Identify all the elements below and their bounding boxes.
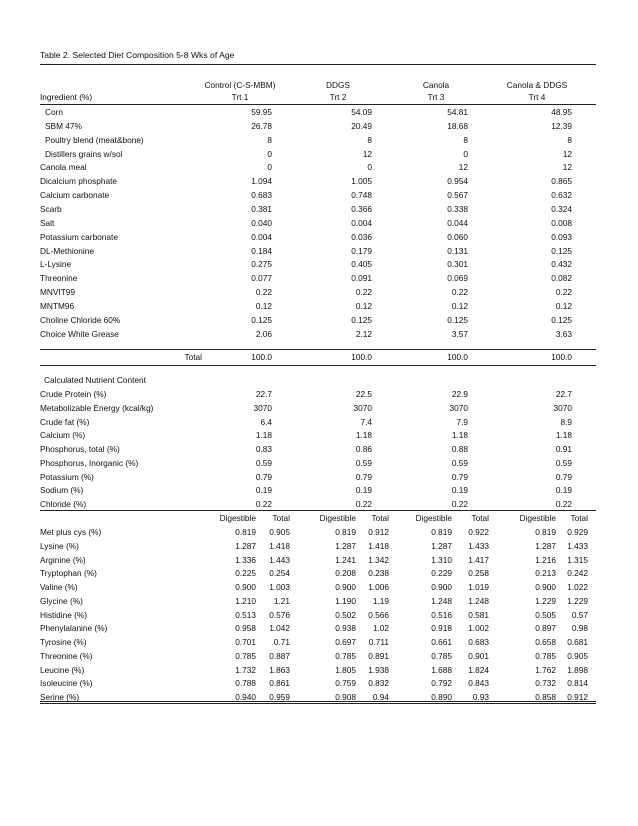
total-value: 0.901 bbox=[468, 650, 489, 661]
total-value: 1.019 bbox=[468, 582, 489, 592]
digestible-value: 0.858 bbox=[535, 692, 556, 702]
treatment-code: Trt 3 bbox=[427, 92, 445, 102]
ingredient-value: 0.069 bbox=[447, 273, 468, 284]
nutrient-value: 0.83 bbox=[255, 444, 272, 454]
digestible-value: 1.336 bbox=[235, 554, 256, 565]
total-value: 1.863 bbox=[269, 664, 290, 675]
nutrient-value: 0.19 bbox=[555, 485, 572, 496]
total-value: 0.832 bbox=[368, 678, 389, 689]
digestible-header: Digestible bbox=[415, 513, 452, 523]
nutrient-label: Phosphorus, total (%) bbox=[40, 444, 120, 454]
digestible-value: 0.819 bbox=[535, 527, 556, 537]
digestible-value: 1.732 bbox=[235, 664, 256, 675]
ingredient-value: 0.405 bbox=[351, 259, 372, 270]
ingredient-value: 0.22 bbox=[255, 287, 272, 298]
ingredient-value: 0.865 bbox=[551, 176, 572, 187]
ingredient-label: Dicalcium phosphate bbox=[40, 176, 118, 187]
total-value: 0.887 bbox=[269, 650, 290, 661]
treatment-name: Canola & DDGS bbox=[506, 80, 568, 90]
digestible-value: 0.229 bbox=[431, 568, 452, 579]
total-header: Total bbox=[272, 513, 290, 523]
header-rule bbox=[40, 104, 596, 105]
nutrient-value: 22.5 bbox=[355, 389, 372, 399]
digestible-value: 0.785 bbox=[335, 650, 356, 661]
total-value: 0.71 bbox=[273, 637, 290, 647]
total-value: 100.0 bbox=[351, 352, 372, 362]
digestible-value: 0.819 bbox=[335, 527, 356, 537]
treatment-name: DDGS bbox=[326, 80, 350, 90]
total-value: 1.003 bbox=[269, 582, 290, 592]
nutrient-value: 6.4 bbox=[260, 416, 272, 427]
total-value: 0.581 bbox=[468, 609, 489, 620]
ingredient-value: 0.125 bbox=[251, 314, 272, 325]
ingredient-value: 12 bbox=[458, 162, 468, 173]
nutrient-value: 0.22 bbox=[451, 499, 468, 509]
ingredient-value: 1.094 bbox=[251, 176, 272, 187]
total-value: 0.566 bbox=[368, 609, 389, 620]
amino-acid-label: Lysine (%) bbox=[40, 540, 79, 551]
digestible-value: 0.900 bbox=[235, 582, 256, 592]
nutrient-label: Phosphorus, Inorganic (%) bbox=[40, 457, 139, 468]
ingredient-value: 2.12 bbox=[355, 328, 372, 339]
digestible-value: 0.516 bbox=[431, 609, 452, 620]
digestible-value: 0.958 bbox=[235, 623, 256, 634]
total-value: 0.905 bbox=[567, 650, 588, 661]
ingredient-label: MNVIT99 bbox=[40, 287, 76, 298]
ingredient-label: Canola meal bbox=[40, 162, 87, 173]
total-value: 0.891 bbox=[368, 650, 389, 661]
ingredient-value: 12 bbox=[562, 148, 572, 159]
digestible-value: 0.900 bbox=[335, 582, 356, 592]
ingredient-label: L-Lysine bbox=[40, 259, 72, 270]
total-value: 0.258 bbox=[468, 568, 489, 579]
digestible-value: 0.208 bbox=[335, 568, 356, 579]
total-value: 0.94 bbox=[372, 692, 389, 702]
ingredient-label: Poultry blend (meat&bone) bbox=[45, 134, 144, 145]
digestible-value: 0.819 bbox=[431, 527, 452, 537]
total-value: 100.0 bbox=[447, 352, 468, 362]
nutrient-label: Crude fat (%) bbox=[40, 416, 90, 427]
ingredient-value: 0.22 bbox=[451, 287, 468, 298]
digestible-value: 0.792 bbox=[431, 678, 452, 689]
nutrient-value: 0.91 bbox=[555, 444, 572, 454]
ingredient-value: 0.683 bbox=[251, 190, 272, 201]
ingredient-label: DL-Methionine bbox=[40, 245, 94, 256]
ingredient-value: 12.39 bbox=[551, 120, 572, 131]
nutrient-value: 0.59 bbox=[355, 457, 372, 468]
total-value: 1.006 bbox=[368, 582, 389, 592]
total-header: Total bbox=[371, 513, 389, 523]
ingredient-label: Corn bbox=[45, 107, 63, 117]
ingredient-value: 0 bbox=[267, 148, 272, 159]
ingredient-value: 0.301 bbox=[447, 259, 468, 270]
nutrient-value: 8.9 bbox=[560, 416, 572, 427]
digestible-value: 1.190 bbox=[335, 595, 356, 606]
ingredient-value: 2.06 bbox=[255, 328, 272, 339]
digestible-value: 0.785 bbox=[535, 650, 556, 661]
amino-header-rule bbox=[40, 510, 596, 511]
total-header: Total bbox=[471, 513, 489, 523]
amino-acid-label: Tyrosine (%) bbox=[40, 637, 87, 647]
ingredient-value: 0.432 bbox=[551, 259, 572, 270]
ingredient-value: 0.22 bbox=[555, 287, 572, 298]
digestible-value: 0.213 bbox=[535, 568, 556, 579]
total-label: Total bbox=[184, 352, 202, 362]
nutrient-value: 0.79 bbox=[255, 471, 272, 482]
digestible-value: 0.502 bbox=[335, 609, 356, 620]
digestible-value: 0.897 bbox=[535, 623, 556, 634]
digestible-value: 1.287 bbox=[235, 540, 256, 551]
nutrient-value: 3070 bbox=[253, 402, 272, 413]
total-value: 0.238 bbox=[368, 568, 389, 579]
ingredient-value: 0.748 bbox=[351, 190, 372, 201]
digestible-value: 0.785 bbox=[431, 650, 452, 661]
total-value: 1.433 bbox=[567, 540, 588, 551]
ingredient-value: 0.125 bbox=[551, 314, 572, 325]
nutrient-value: 0.22 bbox=[255, 499, 272, 509]
nutrient-value: 3070 bbox=[353, 402, 372, 413]
digestible-value: 1.248 bbox=[431, 595, 452, 606]
amino-acid-label: Isoleucine (%) bbox=[40, 678, 93, 689]
digestible-value: 0.701 bbox=[235, 637, 256, 647]
digestible-value: 0.505 bbox=[535, 609, 556, 620]
total-value: 1.21 bbox=[273, 595, 290, 606]
digestible-value: 0.900 bbox=[431, 582, 452, 592]
ingredient-value: 0.632 bbox=[551, 190, 572, 201]
ingredient-value: 0 bbox=[367, 162, 372, 173]
total-value: 0.93 bbox=[472, 692, 489, 702]
amino-acid-label: Phenylalanine (%) bbox=[40, 623, 108, 634]
nutrient-value: 0.88 bbox=[451, 444, 468, 454]
nutrient-value: 7.9 bbox=[456, 416, 468, 427]
nutrient-value: 0.79 bbox=[555, 471, 572, 482]
ingredient-value: 54.81 bbox=[447, 107, 468, 117]
table-title: Table 2. Selected Diet Composition 5-8 Wks of Age bbox=[40, 50, 235, 60]
treatment-name: Canola bbox=[422, 80, 450, 90]
digestible-header: Digestible bbox=[319, 513, 356, 523]
nutrient-value: 22.9 bbox=[451, 389, 468, 399]
ingredient-value: 0.381 bbox=[251, 203, 272, 214]
ingredient-value: 0.567 bbox=[447, 190, 468, 201]
ingredient-label: Choline Chloride 60% bbox=[40, 314, 121, 325]
ingredient-value: 0.008 bbox=[551, 217, 572, 228]
total-value: 1.042 bbox=[269, 623, 290, 634]
nutrient-value: 22.7 bbox=[255, 389, 272, 399]
total-value: 1.418 bbox=[368, 540, 389, 551]
total-value: 0.861 bbox=[269, 678, 290, 689]
nutrient-value: 0.19 bbox=[255, 485, 272, 496]
total-value: 0.57 bbox=[571, 609, 588, 620]
ingredient-value: 0.125 bbox=[351, 314, 372, 325]
total-value: 0.254 bbox=[269, 568, 290, 579]
total-value: 1.417 bbox=[468, 554, 489, 565]
total-value: 0.929 bbox=[567, 527, 588, 537]
ingredient-value: 0.12 bbox=[451, 300, 468, 311]
nutrient-value: 0.19 bbox=[451, 485, 468, 496]
ingredient-label: Scarb bbox=[40, 203, 62, 214]
digestible-value: 1.216 bbox=[535, 554, 556, 565]
digestible-value: 0.918 bbox=[431, 623, 452, 634]
ingredient-value: 26.78 bbox=[251, 120, 272, 131]
ingredient-value: 0.22 bbox=[355, 287, 372, 298]
digestible-value: 1.287 bbox=[431, 540, 452, 551]
total-value: 1.824 bbox=[468, 664, 489, 675]
digestible-value: 1.287 bbox=[335, 540, 356, 551]
nutrient-label: Potassium (%) bbox=[40, 471, 94, 482]
digestible-value: 1.805 bbox=[335, 664, 356, 675]
table-bottom-rule bbox=[40, 701, 596, 704]
digestible-value: 0.785 bbox=[235, 650, 256, 661]
digestible-value: 0.940 bbox=[235, 692, 256, 702]
ingredient-value: 0.044 bbox=[447, 217, 468, 228]
nutrient-value: 3070 bbox=[449, 402, 468, 413]
amino-acid-label: Tryptophan (%) bbox=[40, 568, 97, 579]
nutrient-label: Sodium (%) bbox=[40, 485, 84, 496]
total-value: 1.022 bbox=[567, 582, 588, 592]
ingredient-value: 0.338 bbox=[447, 203, 468, 214]
digestible-value: 0.225 bbox=[235, 568, 256, 579]
digestible-value: 0.697 bbox=[335, 637, 356, 647]
ingredient-label: Threonine bbox=[40, 273, 78, 284]
digestible-value: 0.819 bbox=[235, 527, 256, 537]
treatment-code: Trt 1 bbox=[231, 92, 249, 102]
ingredient-value: 0.004 bbox=[351, 217, 372, 228]
nutrient-value: 1.18 bbox=[451, 430, 468, 441]
digestible-value: 1.210 bbox=[235, 595, 256, 606]
total-value: 1.938 bbox=[368, 664, 389, 675]
ingredient-label: Calcium carbonate bbox=[40, 190, 110, 201]
total-value: 0.843 bbox=[468, 678, 489, 689]
digestible-value: 0.788 bbox=[235, 678, 256, 689]
ingredient-value: 18.68 bbox=[447, 120, 468, 131]
ingredient-label: SBM 47% bbox=[45, 120, 82, 131]
treatment-code: Trt 4 bbox=[528, 92, 546, 102]
total-value: 0.912 bbox=[368, 527, 389, 537]
ingredient-value: 12 bbox=[362, 148, 372, 159]
amino-acid-label: Valine (%) bbox=[40, 582, 78, 592]
nutrient-value: 0.59 bbox=[255, 457, 272, 468]
nutrient-value: 0.19 bbox=[355, 485, 372, 496]
total-value: 0.681 bbox=[567, 637, 588, 647]
total-value: 1.248 bbox=[468, 595, 489, 606]
ingredient-value: 0.091 bbox=[351, 273, 372, 284]
total-value: 1.229 bbox=[567, 595, 588, 606]
ingredient-value: 0.12 bbox=[355, 300, 372, 311]
digestible-value: 0.900 bbox=[535, 582, 556, 592]
amino-acid-label: Serine (%) bbox=[40, 692, 80, 702]
ingredient-value: 0 bbox=[463, 148, 468, 159]
total-value: 1.315 bbox=[567, 554, 588, 565]
nutrient-value: 1.18 bbox=[255, 430, 272, 441]
ingredient-value: 8 bbox=[367, 134, 372, 145]
digestible-value: 0.890 bbox=[431, 692, 452, 702]
total-value: 0.959 bbox=[269, 692, 290, 702]
total-value: 1.433 bbox=[468, 540, 489, 551]
pre-total-rule bbox=[40, 349, 596, 350]
nutrient-value: 22.7 bbox=[555, 389, 572, 399]
ingredient-value: 54.09 bbox=[351, 107, 372, 117]
ingredient-value: 0.954 bbox=[447, 176, 468, 187]
digestible-value: 1.688 bbox=[431, 664, 452, 675]
digestible-value: 0.908 bbox=[335, 692, 356, 702]
ingredient-value: 0.125 bbox=[447, 314, 468, 325]
nutrient-value: 0.59 bbox=[555, 457, 572, 468]
digestible-value: 0.938 bbox=[335, 623, 356, 634]
ingredient-value: 0.004 bbox=[251, 231, 272, 242]
nutrient-header: Calculated Nutrient Content bbox=[44, 375, 146, 385]
nutrient-value: 0.22 bbox=[555, 499, 572, 509]
ingredient-value: 0.366 bbox=[351, 203, 372, 214]
digestible-header: Digestible bbox=[519, 513, 556, 523]
amino-acid-label: Threonine (%) bbox=[40, 650, 93, 661]
total-header: Total bbox=[570, 513, 588, 523]
total-value: 0.683 bbox=[468, 637, 489, 647]
ingredient-value: 12 bbox=[562, 162, 572, 173]
ingredient-value: 0 bbox=[267, 162, 272, 173]
nutrient-value: 7.4 bbox=[360, 416, 372, 427]
ingredient-value: 8 bbox=[567, 134, 572, 145]
ingredient-value: 1.005 bbox=[351, 176, 372, 187]
nutrient-label: Metabolizable Energy (kcal/kg) bbox=[40, 402, 154, 413]
ingredient-value: 59.95 bbox=[251, 107, 272, 117]
title-rule bbox=[40, 64, 596, 65]
ingredient-value: 0.060 bbox=[447, 231, 468, 242]
nutrient-label: Calcium (%) bbox=[40, 430, 86, 441]
nutrient-value: 0.59 bbox=[451, 457, 468, 468]
digestible-header: Digestible bbox=[219, 513, 256, 523]
total-value: 1.002 bbox=[468, 623, 489, 634]
ingredient-header: Ingredient (%) bbox=[40, 92, 93, 102]
ingredient-value: 0.324 bbox=[551, 203, 572, 214]
ingredient-label: Potassium carbonate bbox=[40, 231, 118, 242]
ingredient-label: Distillers grains w/sol bbox=[45, 148, 123, 159]
ingredient-value: 0.077 bbox=[251, 273, 272, 284]
total-value: 0.98 bbox=[571, 623, 588, 634]
digestible-value: 1.229 bbox=[535, 595, 556, 606]
nutrient-value: 0.22 bbox=[355, 499, 372, 509]
post-total-rule bbox=[40, 365, 596, 366]
ingredient-label: MNTM96 bbox=[40, 300, 75, 311]
ingredient-value: 8 bbox=[267, 134, 272, 145]
ingredient-value: 0.184 bbox=[251, 245, 272, 256]
ingredient-value: 0.082 bbox=[551, 273, 572, 284]
total-value: 100.0 bbox=[551, 352, 572, 362]
nutrient-value: 3070 bbox=[553, 402, 572, 413]
total-value: 0.242 bbox=[567, 568, 588, 579]
ingredient-label: Salt bbox=[40, 217, 55, 228]
digestible-value: 1.310 bbox=[431, 554, 452, 565]
total-value: 0.922 bbox=[468, 527, 489, 537]
digestible-value: 0.732 bbox=[535, 678, 556, 689]
ingredient-value: 3.57 bbox=[451, 328, 468, 339]
ingredient-value: 0.093 bbox=[551, 231, 572, 242]
amino-acid-label: Met plus cys (%) bbox=[40, 527, 102, 537]
amino-acid-label: Leucine (%) bbox=[40, 664, 85, 675]
ingredient-value: 20.49 bbox=[351, 120, 372, 131]
digestible-value: 1.241 bbox=[335, 554, 356, 565]
ingredient-value: 3.63 bbox=[555, 328, 572, 339]
total-value: 1.02 bbox=[372, 623, 389, 634]
digestible-value: 0.513 bbox=[235, 609, 256, 620]
total-value: 1.443 bbox=[269, 554, 290, 565]
treatment-code: Trt 2 bbox=[329, 92, 347, 102]
ingredient-value: 0.12 bbox=[555, 300, 572, 311]
ingredient-value: 0.125 bbox=[551, 245, 572, 256]
nutrient-value: 0.79 bbox=[355, 471, 372, 482]
total-value: 0.905 bbox=[269, 527, 290, 537]
ingredient-value: 0.040 bbox=[251, 217, 272, 228]
total-value: 1.898 bbox=[567, 664, 588, 675]
total-value: 1.418 bbox=[269, 540, 290, 551]
nutrient-value: 0.86 bbox=[355, 444, 372, 454]
treatment-name: Control (C-S-MBM) bbox=[204, 80, 276, 90]
total-value: 100.0 bbox=[251, 352, 272, 362]
digestible-value: 1.762 bbox=[535, 664, 556, 675]
total-value: 0.814 bbox=[567, 678, 588, 689]
nutrient-label: Crude Protein (%) bbox=[40, 389, 107, 399]
ingredient-value: 0.179 bbox=[351, 245, 372, 256]
digestible-value: 0.661 bbox=[431, 637, 452, 647]
total-value: 1.342 bbox=[368, 554, 389, 565]
total-value: 0.912 bbox=[567, 692, 588, 702]
nutrient-value: 0.79 bbox=[451, 471, 468, 482]
nutrient-value: 1.18 bbox=[355, 430, 372, 441]
nutrient-label: Chloride (%) bbox=[40, 499, 87, 509]
total-value: 0.576 bbox=[269, 609, 290, 620]
total-value: 0.711 bbox=[368, 637, 389, 647]
nutrient-value: 1.18 bbox=[555, 430, 572, 441]
ingredient-label: Choice White Grease bbox=[40, 328, 119, 339]
ingredient-value: 0.036 bbox=[351, 231, 372, 242]
ingredient-value: 8 bbox=[463, 134, 468, 145]
amino-acid-label: Arginine (%) bbox=[40, 554, 86, 565]
ingredient-value: 0.131 bbox=[447, 245, 468, 256]
amino-acid-label: Glycine (%) bbox=[40, 595, 83, 606]
digestible-value: 1.287 bbox=[535, 540, 556, 551]
ingredient-value: 0.12 bbox=[255, 300, 272, 311]
ingredient-value: 0.275 bbox=[251, 259, 272, 270]
digestible-value: 0.658 bbox=[535, 637, 556, 647]
ingredient-value: 48.95 bbox=[551, 107, 572, 117]
digestible-value: 0.759 bbox=[335, 678, 356, 689]
total-value: 1.19 bbox=[372, 595, 389, 606]
amino-acid-label: Histidine (%) bbox=[40, 609, 88, 620]
